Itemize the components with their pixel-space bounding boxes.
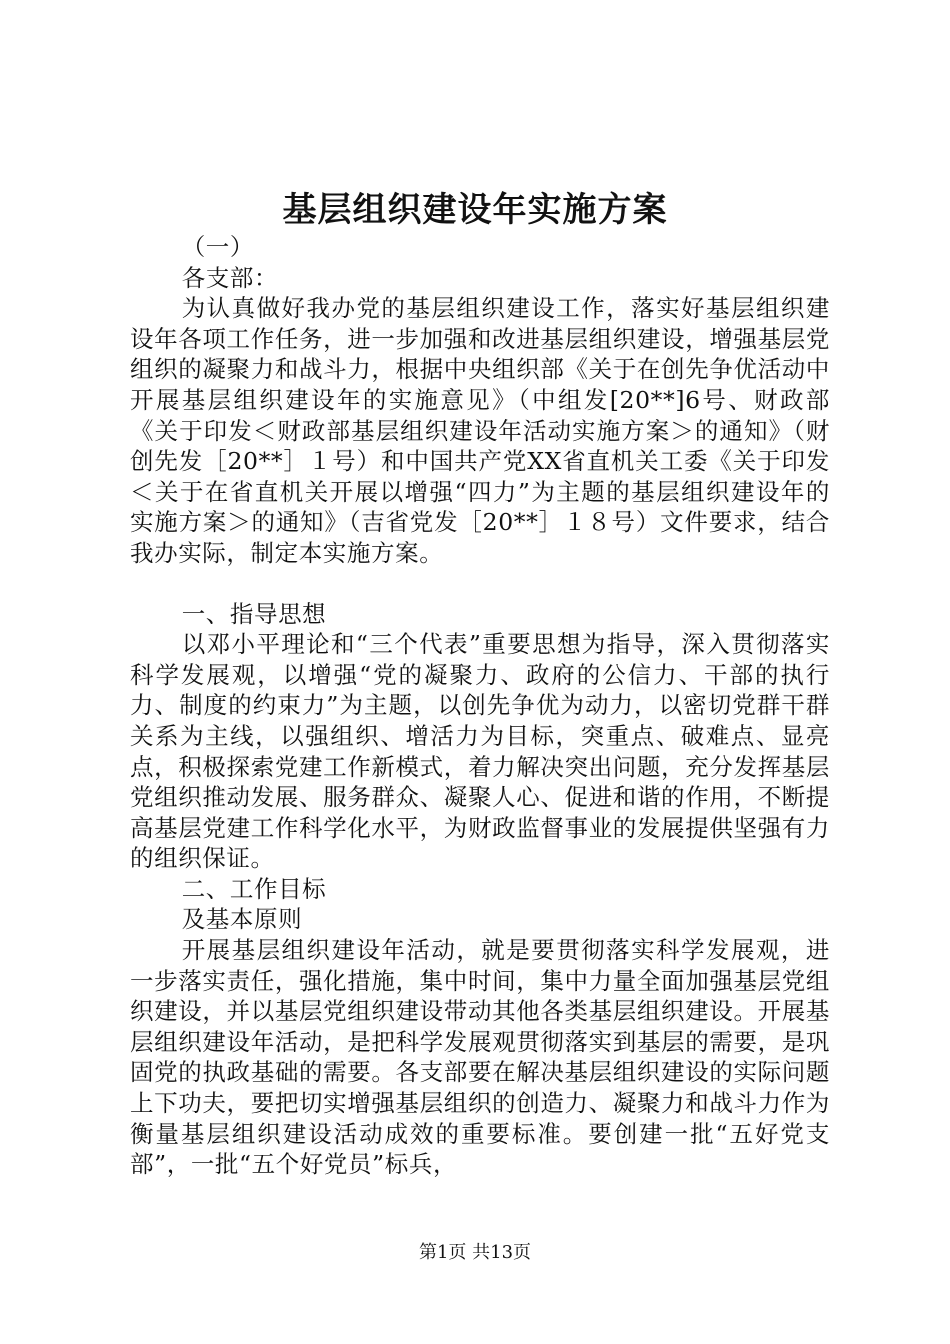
- salutation: 各支部：: [181, 263, 279, 292]
- document-body: [130, 232, 830, 1180]
- intro-paragraph: 为认真做好我办党的基层组织建设工作，落实好基层组织建设年各项工作任务，进一步加强和改进基层组织建设，增强基层党组织的凝聚力和战斗力，根据中央组织部《关于在创先争优活动中开展基层组织建设年的实施意见》（中组发[20**]6号、财政部《关于印发＜财政部基层组织建设年活动实施方案＞的通知》（财创先发［20**］１号）和中国共产党XX省直机关工委《关于印发＜关于在省直机关开展以增强“四力”为主题的基层组织建设年的实施方案＞的通知》（吉省党发［20**］１８号）文件要求，结合我办实际，制定本实施方案。: [130, 294, 830, 567]
- heading-guiding-ideology: 一、指导思想: [181, 599, 327, 628]
- paragraph-gap: [130, 569, 830, 599]
- heading-work-goals-continued: 及基本原则: [181, 905, 303, 934]
- document-title: 基层组织建设年实施方案: [282, 190, 668, 230]
- guiding-ideology-paragraph: 以邓小平理论和“三个代表”重要思想为指导，深入贯彻落实科学发展观，以增强“党的凝聚力、政府的公信力、干部的执行力、制度的约束力”为主题，以创先争优为动力，以密切党群干群关系为主线，以强组织、增活力为目标，突重点、破难点、显亮点，积极探索党建工作新模式，着力解决突出问题，充分发挥基层党组织推动发展、服务群众、凝聚人心、促进和谐的作用，不断提高基层党建工作科学化水平，为财政监督事业的发展提供坚强有力的组织保证。: [130, 630, 830, 873]
- section-label: （一）: [181, 233, 254, 261]
- page-number-footer: 第1页 共13页: [418, 1242, 532, 1263]
- heading-work-goals: 二、工作目标: [181, 874, 327, 903]
- work-goals-paragraph: 开展基层组织建设年活动，就是要贯彻落实科学发展观，进一步落实责任，强化措施，集中时间，集中力量全面加强基层党组织建设，并以基层党组织建设带动其他各类基层组织建设。开展基层组织建设年活动，是把科学发展观贯彻落实到基层的需要，是巩固党的执政基础的需要。各支部要在解决基层组织建设的实际问题上下功夫，要把切实增强基层组织的创造力、凝聚力和战斗力作为衡量基层组织建设活动成效的重要标准。要创建一批“五好党支部”，一批“五个好党员”标兵，: [130, 936, 830, 1179]
